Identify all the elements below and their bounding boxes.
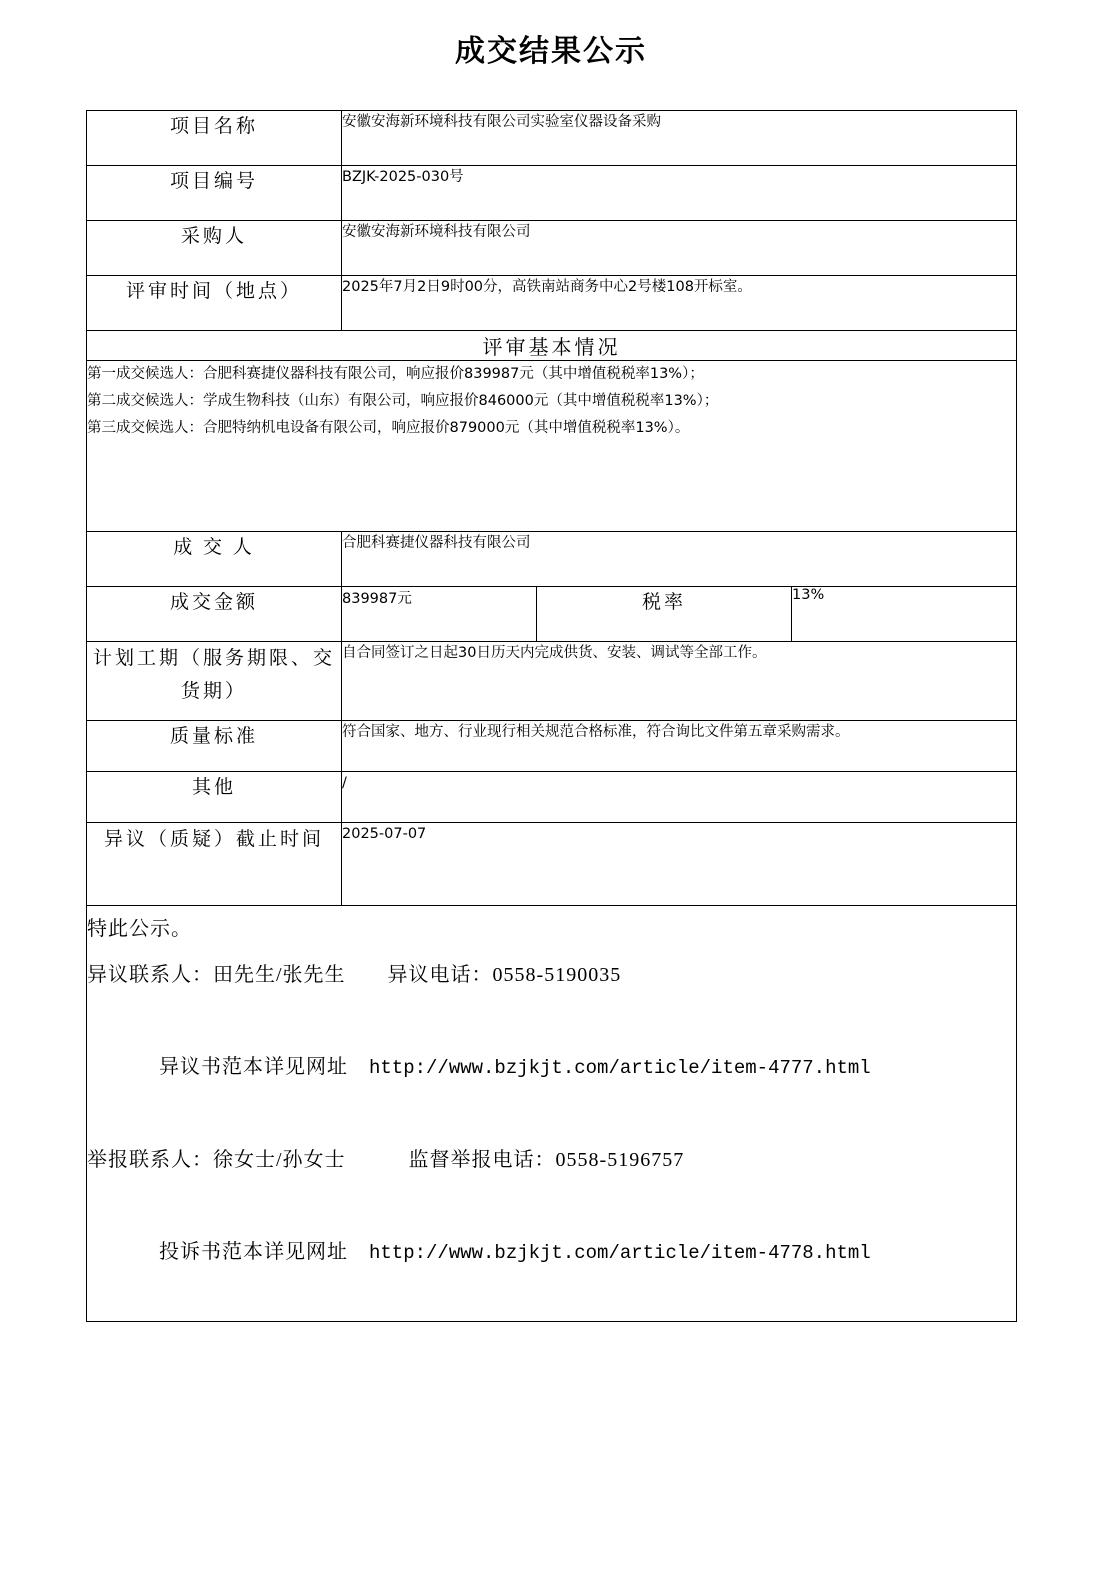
candidate-line: 第二成交候选人：学成生物科技（山东）有限公司，响应报价846000元（其中增值税税率13%）； (87, 392, 719, 409)
quality-value: 符合国家、地方、行业现行相关规范合格标准，符合询比文件第五章采购需求。 (342, 721, 1017, 772)
evaluation-details (87, 361, 1017, 532)
notice-line-report-contact: 举报联系人：徐女士/孙女士 监督举报电话：0558-5196757 (87, 1148, 685, 1171)
evaluation-section-title: 评审基本情况 (87, 331, 1017, 361)
complaint-template-label: 投诉书范本详见网址 (159, 1240, 369, 1263)
notice-line-objection-template (87, 998, 1016, 1137)
project-number-label: 项目编号 (87, 166, 342, 221)
project-name-label: 项目名称 (87, 111, 342, 166)
duration-value: 自合同签订之日起30日历天内完成供货、安装、调试等全部工作。 (342, 642, 1017, 721)
complaint-template-url[interactable]: http://www.bzjkjt.com/article/item-4778.html (369, 1241, 871, 1264)
table-row (87, 772, 1017, 823)
quality-label: 质量标准 (87, 721, 342, 772)
candidate-line: 第三成交候选人：合肥特纳机电设备有限公司，响应报价879000元（其中增值税税率13%）。 (87, 419, 690, 436)
purchaser-label: 采购人 (87, 221, 342, 276)
other-value: / (342, 772, 1017, 823)
candidate-line: 第一成交候选人：合肥科赛捷仪器科技有限公司，响应报价839987元（其中增值税税率13%）； (87, 366, 704, 382)
notice-line-announcement: 特此公示。 (87, 918, 192, 940)
table-row (87, 532, 1017, 587)
winner-label: 成 交 人 (87, 532, 342, 587)
table-row (87, 906, 1017, 1322)
tax-rate-value: 13% (792, 587, 1017, 642)
notice-line-objection-contact: 异议联系人：田先生/张先生 异议电话：0558-5190035 (87, 964, 622, 986)
tax-rate-label: 税率 (537, 587, 792, 642)
project-name-value: 安徽安海新环境科技有限公司实验室仪器设备采购 (342, 111, 1017, 166)
amount-value: 839987元 (342, 587, 537, 642)
table-row (87, 721, 1017, 772)
table-row (87, 361, 1017, 532)
table-row (87, 823, 1017, 906)
objection-template-label: 异议书范本详见网址 (159, 1056, 369, 1078)
table-row (87, 331, 1017, 361)
page-title: 成交结果公示 (455, 34, 647, 69)
notice-line-complaint-template (87, 1183, 1016, 1322)
table-row (87, 642, 1017, 721)
table-row (87, 111, 1017, 166)
review-time-value: 2025年7月2日9时00分，高铁南站商务中心2号楼108开标室。 (342, 276, 1017, 331)
amount-label: 成交金额 (87, 587, 342, 642)
winner-value: 合肥科赛捷仪器科技有限公司 (342, 532, 1017, 587)
objection-deadline-label: 异议（质疑）截止时间 (87, 823, 342, 906)
other-label: 其他 (87, 772, 342, 823)
duration-label: 计划工期（服务期限、交货期） (87, 642, 342, 721)
table-row (87, 587, 1017, 642)
table-row (87, 221, 1017, 276)
project-number-value: BZJK-2025-030号 (342, 166, 1017, 221)
objection-deadline-value: 2025-07-07 (342, 823, 1017, 906)
result-announcement-table (86, 110, 1017, 1322)
review-time-label: 评审时间（地点） (87, 276, 342, 331)
objection-template-url[interactable]: http://www.bzjkjt.com/article/item-4777.html (369, 1057, 871, 1079)
table-row (87, 276, 1017, 331)
purchaser-value: 安徽安海新环境科技有限公司 (342, 221, 1017, 276)
document-page (0, 26, 1102, 1585)
notice-block (87, 906, 1017, 1322)
table-row (87, 166, 1017, 221)
